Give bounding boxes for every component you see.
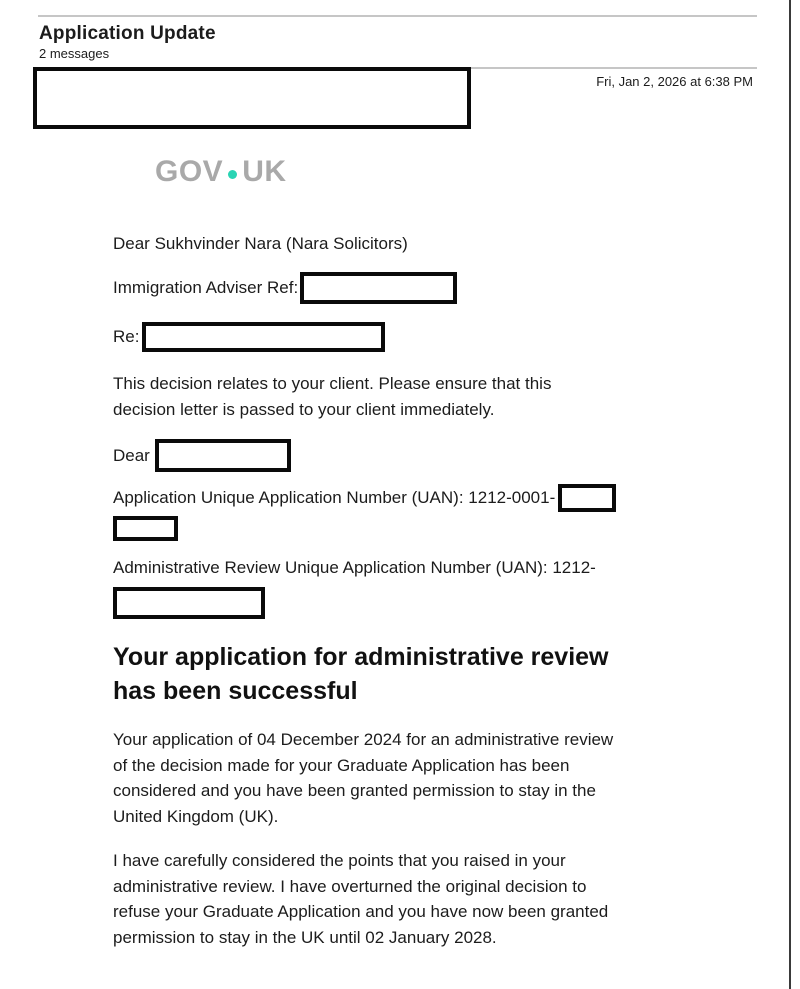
message-count: 2 messages — [39, 46, 110, 61]
client-notice-paragraph — [113, 371, 551, 422]
paragraph-line: considered and you have been granted permission to stay in the — [113, 781, 596, 800]
adviser-ref-row — [113, 272, 457, 304]
uan-row — [113, 484, 616, 512]
decision-paragraph-1 — [113, 727, 613, 829]
redacted-uan-suffix-box — [558, 484, 616, 512]
ar-uan-block — [113, 556, 596, 619]
top-divider — [38, 15, 757, 17]
page-edge-line — [789, 0, 791, 989]
decision-paragraph-2 — [113, 848, 608, 950]
redacted-sender-box — [33, 67, 471, 129]
govuk-dot-icon — [228, 170, 237, 179]
redacted-uan-continuation-box — [113, 516, 178, 541]
govuk-logo — [155, 155, 287, 189]
redacted-ar-uan-box — [113, 587, 265, 619]
email-subject: Application Update — [39, 23, 216, 44]
paragraph-line: permission to stay in the UK until 02 January 2028. — [113, 927, 497, 947]
salutation-solicitor: Dear Sukhvinder Nara (Nara Solicitors) — [113, 234, 408, 253]
decision-heading-line: has been successful — [113, 677, 358, 705]
decision-heading-line: Your application for administrative review — [113, 643, 609, 671]
paragraph-line: of the decision made for your Graduate Application has been — [113, 755, 570, 775]
message-date: Fri, Jan 2, 2026 at 6:38 PM — [596, 74, 753, 89]
client-notice-line: decision letter is passed to your client immediately. — [113, 399, 495, 419]
paragraph-line: I have carefully considered the points that you raised in your — [113, 851, 566, 870]
uan-label: Application Unique Application Number (UAN): 1212-0001- — [113, 488, 556, 508]
redacted-adviser-ref-box — [300, 272, 457, 304]
client-notice-line: This decision relates to your client. Please ensure that this — [113, 374, 552, 393]
salutation-client-row — [113, 439, 291, 472]
redacted-client-name-box — [155, 439, 291, 472]
re-row — [113, 322, 385, 352]
ar-uan-label: Administrative Review Unique Application Number (UAN): 1212- — [113, 558, 596, 577]
govuk-logo-uk: UK — [242, 155, 287, 188]
redacted-re-box — [142, 322, 385, 352]
paragraph-line: United Kingdom (UK). — [113, 806, 279, 826]
paragraph-line: refuse your Graduate Application and you have now been granted — [113, 902, 609, 921]
uan-block — [113, 484, 616, 541]
decision-heading — [113, 640, 609, 708]
paragraph-line: administrative review. I have overturned the original decision to — [113, 876, 587, 896]
paragraph-line: Your application of 04 December 2024 for an administrative review — [113, 730, 614, 749]
salutation-client-label: Dear — [113, 445, 150, 465]
govuk-logo-gov: GOV — [155, 155, 224, 188]
re-label: Re: — [113, 327, 140, 347]
adviser-ref-label: Immigration Adviser Ref: — [113, 278, 299, 298]
